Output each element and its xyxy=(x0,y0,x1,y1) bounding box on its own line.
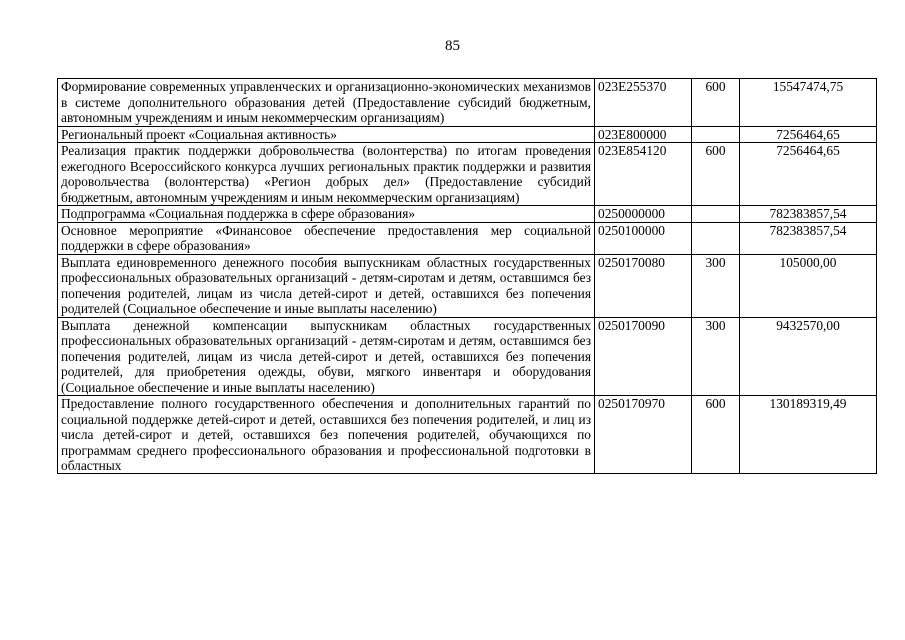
row-sum: 782383857,54 xyxy=(740,206,877,223)
row-expense-type: 600 xyxy=(692,79,740,127)
table-row xyxy=(58,222,877,254)
row-name-cell xyxy=(58,396,595,474)
row-expense-type xyxy=(692,126,740,143)
row-name: Выплата единовременного денежного пособия выпускникам областных государственных профессиональных образовательных организаций - детям-сиротам и детям, оставшимся без попечения родителей, лицам из числа детей-сирот и детей, оставшихся без попечения родителей (Социальное обеспечение и иные выплаты населению) xyxy=(58,254,595,317)
table-row xyxy=(58,254,877,317)
table-row xyxy=(58,396,877,474)
row-expense-type: 600 xyxy=(692,143,740,206)
row-sum: 782383857,54 xyxy=(740,222,877,254)
row-code: 023E854120 xyxy=(595,143,692,206)
row-name: Подпрограмма «Социальная поддержка в сфере образования» xyxy=(58,206,595,223)
row-sum: 15547474,75 xyxy=(740,79,877,127)
table-row xyxy=(58,206,877,223)
row-code: 023E800000 xyxy=(595,126,692,143)
row-expense-type: 600 xyxy=(692,396,740,474)
budget-table xyxy=(57,78,877,474)
row-name: Предоставление полного государственного обеспечения и дополнительных гарантий по социальной поддержке детей-сирот и детей, оставшихся без попечения родителей, и лиц из числа детей-сирот и детей, оставшихся без попечения родителей, обучающихся по программам среднего профессионального образования и профессиональной подготовки в областных xyxy=(61,396,591,473)
row-name: Региональный проект «Социальная активность» xyxy=(58,126,595,143)
page-number: 85 xyxy=(445,38,460,54)
row-expense-type xyxy=(692,206,740,223)
row-expense-type xyxy=(692,222,740,254)
row-code: 0250170090 xyxy=(595,317,692,396)
row-code: 0250170080 xyxy=(595,254,692,317)
row-code: 0250000000 xyxy=(595,206,692,223)
row-expense-type: 300 xyxy=(692,254,740,317)
row-sum: 7256464,65 xyxy=(740,143,877,206)
row-name: Реализация практик поддержки добровольчества (волонтерства) по итогам проведения ежегодного Всероссийского конкурса лучших региональных практик поддержки и развития доровольчества (волонтерства) «Регион добрых дел» (Предоставление субсидий бюджетным, автономным учреждениям и иным некоммерческим организациям) xyxy=(58,143,595,206)
row-code: 0250100000 xyxy=(595,222,692,254)
table-row xyxy=(58,143,877,206)
row-sum: 105000,00 xyxy=(740,254,877,317)
row-expense-type: 300 xyxy=(692,317,740,396)
table-row xyxy=(58,126,877,143)
row-sum: 9432570,00 xyxy=(740,317,877,396)
table-row xyxy=(58,317,877,396)
table-row xyxy=(58,79,877,127)
row-code: 0250170970 xyxy=(595,396,692,474)
row-name: Формирование современных управленческих и организационно-экономических механизмов в системе дополнительного образования детей (Предоставление субсидий бюджетным, автономным учреждениям и иным некоммерческим организациям) xyxy=(58,79,595,127)
row-name: Выплата денежной компенсации выпускникам областных государственных профессиональных образовательных организаций - детям-сиротам и детям, оставшимся без попечения родителей, лицам из числа детей-сирот и детей, оставшихся без попечения родителей, для приобретения одежды, обуви, мягкого инвентаря и оборудования (Социальное обеспечение и иные выплаты населению) xyxy=(58,317,595,396)
row-code: 023E255370 xyxy=(595,79,692,127)
row-sum: 130189319,49 xyxy=(740,396,877,474)
row-sum: 7256464,65 xyxy=(740,126,877,143)
row-name: Основное мероприятие «Финансовое обеспечение предоставления мер социальной поддержки в сфере образования» xyxy=(58,222,595,254)
